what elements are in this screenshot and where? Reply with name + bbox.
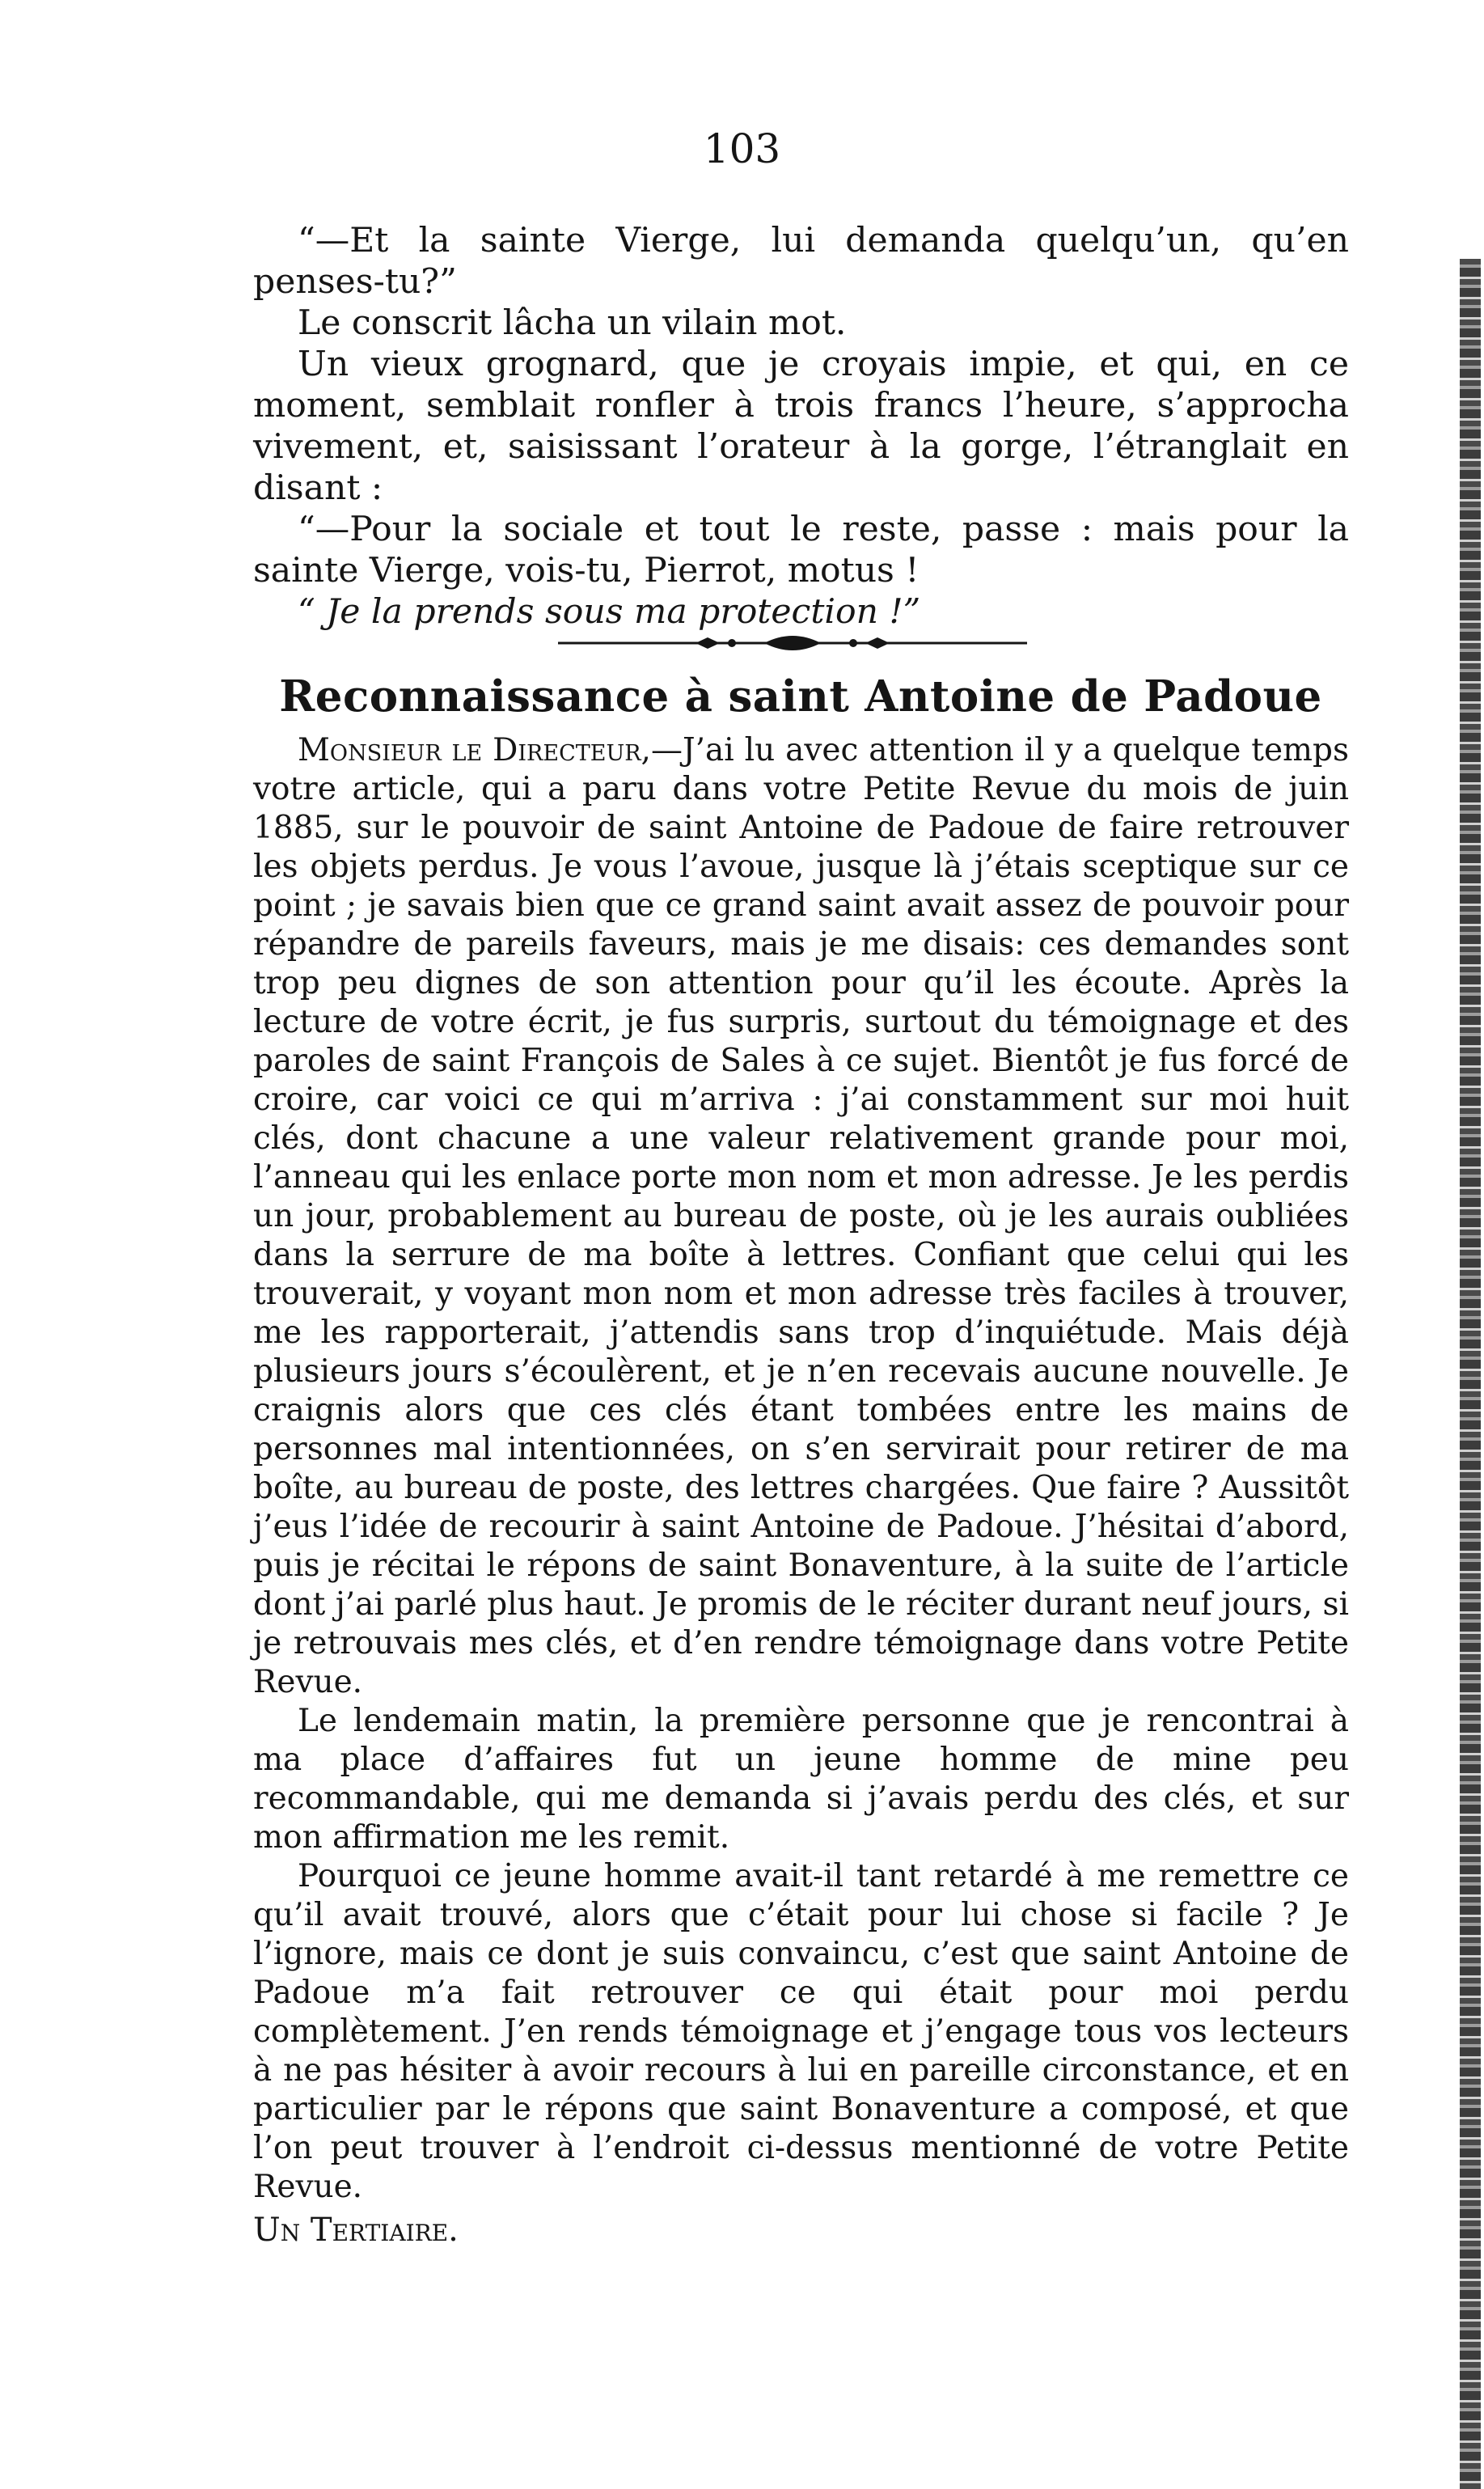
- scan-binding-edge: [1460, 259, 1481, 2489]
- paragraph-dialogue-2: “—Pour la sociale et tout le reste, passe : mais pour la sainte Vierge, vois-tu, Pierrot, motus !: [253, 510, 1349, 591]
- paragraph-letter-opening: [253, 731, 1349, 1702]
- paragraph-letter-body: —J’ai lu avec attention il y a quelque temps votre article, qui a paru dans votre Petite Revue du mois de juin 1885, sur le pouvoir de saint Antoine de Padoue de faire retrouver les objets perdus. Je vous l’avoue, jusque là j’étais sceptique sur ce point ; je savais bien que ce grand saint avait assez de pouvoir pour répandre de pareils faveurs, mais je me disais: ces demandes sont trop peu dignes de son attention pour qu’il les écoute. Après la lecture de votre écrit, je fus surpris, surtout du témoignage et des paroles de saint François de Sales à ce sujet. Bientôt je fus forcé de croire, car voici ce qui m’arriva : j’ai constamment sur moi huit clés, dont chacune a une valeur relativement grande pour moi, l’anneau qui les enlace porte mon nom et mon adresse. Je les perdis un jour, probablement au bureau de poste, où je les aurais oubliées dans la serrure de ma boîte à lettres. Confiant que celui qui les trouverait, y voyant mon nom et mon adresse très faciles à trouver, me les rapporterait, j’attendis sans trop d’inquiétude. Mais déjà plusieurs jours s’écoulèrent, et je n’en recevais aucune nouvelle. Je craignis alors que ces clés étant tombées entre les mains de personnes mal intentionnées, on s’en servirait pour retirer de ma boîte, au bureau de poste, des lettres chargées. Que faire ? Aussitôt j’eus l’idée de recourir à saint Antoine de Padoue. J’hésitai d’abord, puis je récitai le répons de saint Bonaventure, à la suite de l’article dont j’ai parlé plus haut. Je promis de le réciter durant neuf jours, si je retrouvais mes clés, et d’en rendre témoignage dans votre Petite Revue.: [253, 732, 1349, 1700]
- article-body: [253, 731, 1349, 2251]
- paragraph-pourquoi: Pourquoi ce jeune homme avait-il tant retardé à me remettre ce qu’il avait trouvé, alors que c’était pour lui chose si facile ? Je l’ignore, mais ce dont je suis convaincu, c’est que saint Antoine de Padoue m’a fait retrouver ce qui était pour moi perdu complètement. J’en rends témoignage et j’engage tous vos lecteurs à ne pas hésiter à avoir recours à lui en pareille circonstance, et en particulier par le répons que saint Bonaventure a composé, et que l’on peut trouver à l’endroit ci-dessus mentionné de votre Petite Revue.: [253, 1858, 1349, 2205]
- article-title: Reconnaissance à saint Antoine de Padoue: [279, 671, 1322, 722]
- paragraph-grognard: Un vieux grognard, que je croyais impie, et qui, en ce moment, semblait ronfler à trois francs l’heure, s’approcha vivement, et, saisissant l’orateur à la gorge, l’étranglait en disant :: [253, 345, 1349, 508]
- paragraph-dialogue-1: “—Et la sainte Vierge, lui demanda quelqu’un, qu’en penses-tu?”: [253, 221, 1349, 302]
- ornamental-rule-icon: [558, 627, 1027, 659]
- paragraph-lendemain: Le lendemain matin, la première personne que je rencontrai à ma place d’affaires fut un jeune homme de mine peu recommandable, qui me demanda si j’avais perdu des clés, et sur mon affirmation me les remit.: [253, 1703, 1349, 1856]
- paragraph-protection: “ Je la prends sous ma protection !”: [298, 592, 921, 632]
- salutation: Monsieur le Directeur,: [298, 732, 651, 768]
- paragraph-conscrit: Le conscrit lâcha un vilain mot.: [298, 303, 847, 343]
- top-text-block: [253, 220, 1349, 633]
- page-number: 103: [703, 125, 781, 172]
- signature: Un Tertiaire.: [253, 2212, 459, 2249]
